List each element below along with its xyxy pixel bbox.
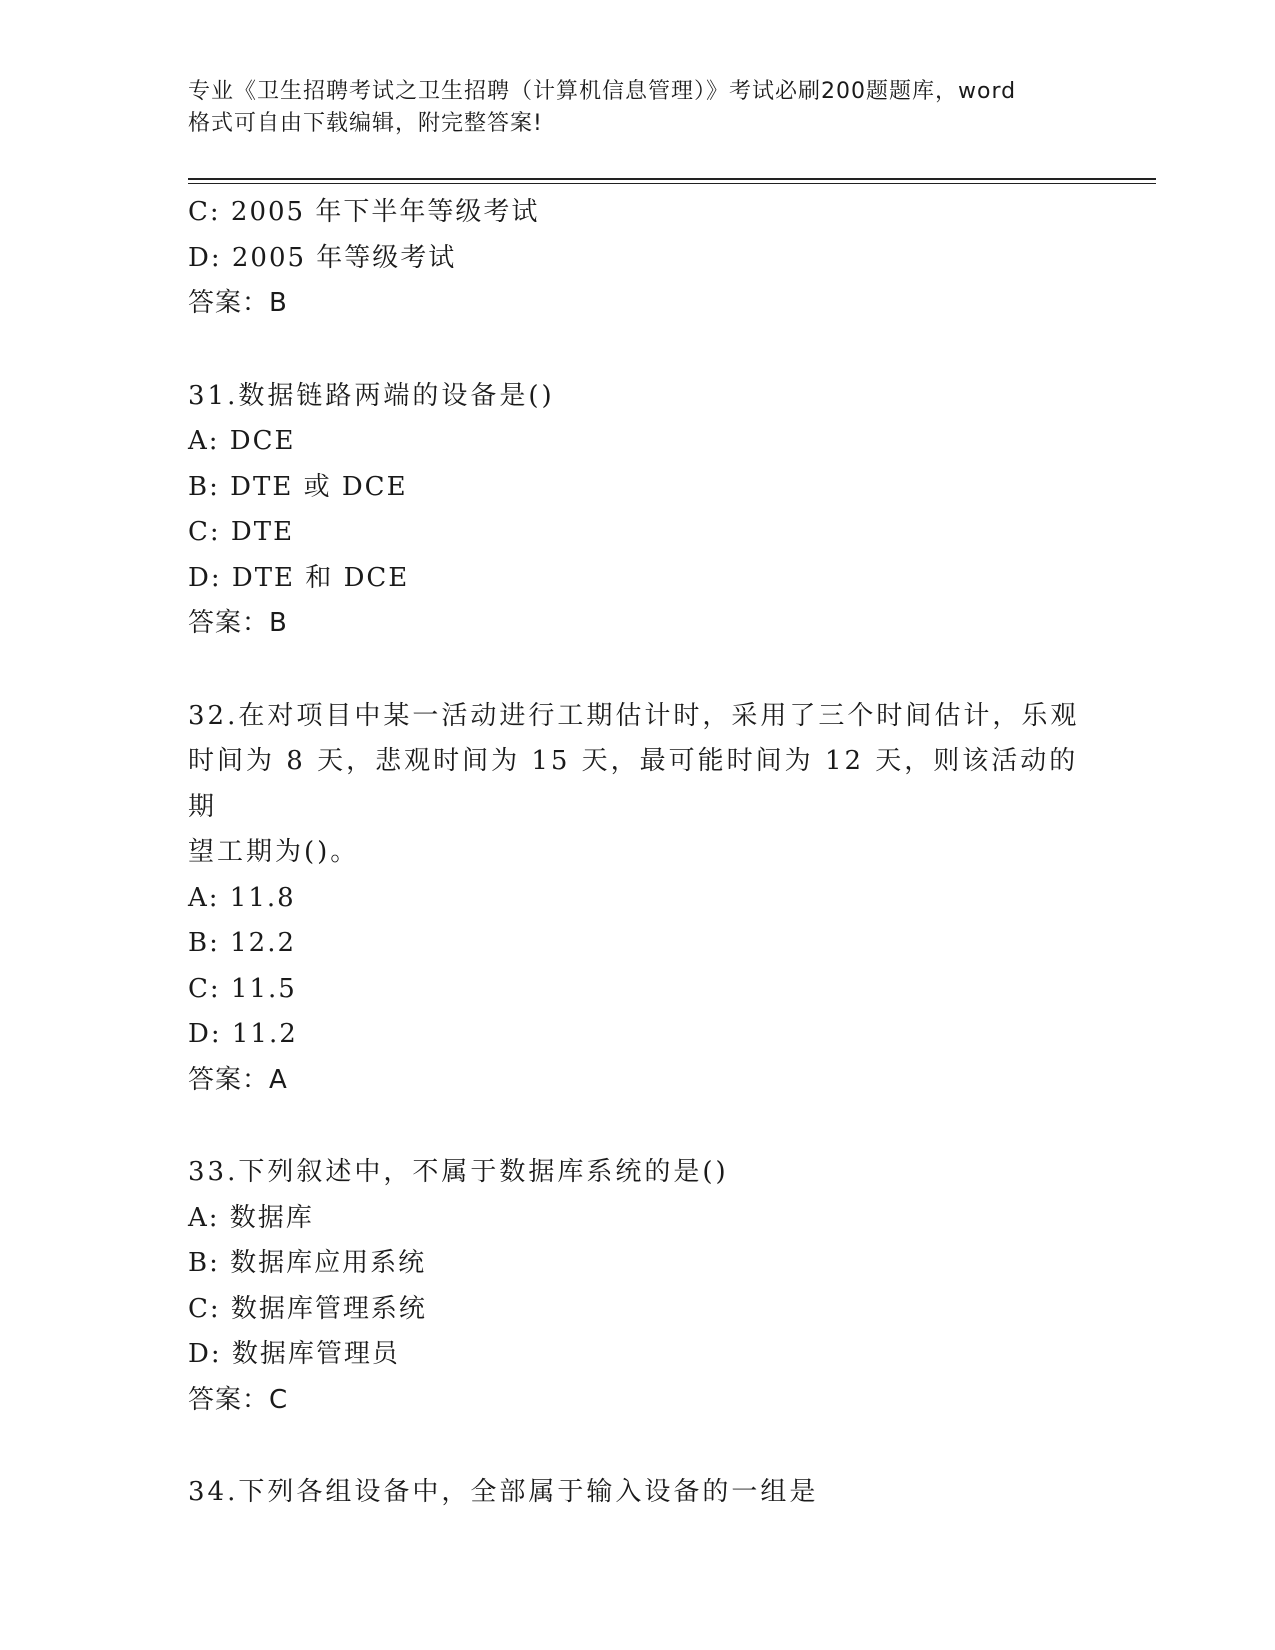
question-stem: 34.下列各组设备中，全部属于输入设备的一组是 <box>188 1477 819 1507</box>
option-c: C: 数据库管理系统 <box>188 1293 427 1324</box>
question-34 <box>188 1470 1088 1516</box>
option-d: D: 2005 年等级考试 <box>188 242 457 273</box>
question-stem: 31.数据链路两端的设备是() <box>188 380 555 411</box>
question-stem: 33.下列叙述中，不属于数据库系统的是() <box>188 1157 729 1187</box>
document-body <box>188 190 1088 1516</box>
header-divider-thick <box>188 178 1156 180</box>
question-stem-line-1: 32.在对项目中某一活动进行工期估计时，采用了三个时间估计，乐观 <box>188 700 1080 731</box>
option-d: D: 11.2 <box>188 1019 298 1049</box>
header-title-line-2: 格式可自由下载编辑，附完整答案! <box>188 111 543 136</box>
answer-line: 答案：C <box>188 1384 289 1415</box>
document-header <box>188 76 1088 140</box>
answer-line: 答案：B <box>188 288 288 318</box>
question-31 <box>188 374 1088 647</box>
option-c: C: 2005 年下半年等级考试 <box>188 197 540 227</box>
question-stem-line-3: 望工期为()。 <box>188 837 360 867</box>
option-b: B: 12.2 <box>188 928 297 958</box>
answer-line: 答案：B <box>188 608 288 638</box>
header-title-line-1: 专业《卫生招聘考试之卫生招聘（计算机信息管理）》考试必刷200题题库，word <box>188 79 1017 104</box>
option-c: C: DTE <box>188 517 295 547</box>
option-d: D: 数据库管理员 <box>188 1339 400 1369</box>
option-d: D: DTE 和 DCE <box>188 562 410 593</box>
option-b: B: 数据库应用系统 <box>188 1248 427 1278</box>
question-33 <box>188 1150 1088 1423</box>
option-a: A: 11.8 <box>188 882 296 913</box>
question-30-continued <box>188 190 1088 327</box>
question-32 <box>188 694 1088 1104</box>
option-c: C: 11.5 <box>188 973 297 1004</box>
option-b: B: DTE 或 DCE <box>188 471 408 502</box>
option-a: A: DCE <box>188 426 296 456</box>
answer-line: 答案：A <box>188 1064 288 1095</box>
header-divider-thin <box>188 183 1156 184</box>
question-stem-line-2: 时间为 8 天，悲观时间为 15 天，最可能时间为 12 天，则该活动的期 <box>188 746 1079 822</box>
option-a: A: 数据库 <box>188 1202 314 1233</box>
